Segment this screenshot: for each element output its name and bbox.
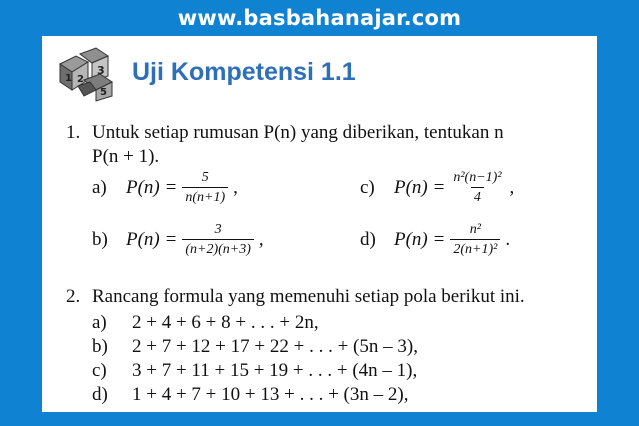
svg-text:3: 3 bbox=[97, 64, 105, 77]
fraction bbox=[182, 170, 228, 206]
fraction-numerator: 5 bbox=[201, 170, 209, 185]
fraction-denominator: (n+2)(n+3) bbox=[182, 239, 254, 258]
option-punctuation: , bbox=[233, 177, 238, 199]
svg-text:2: 2 bbox=[77, 74, 84, 85]
question-2-item-d bbox=[92, 384, 408, 406]
question-1-option-a bbox=[92, 170, 238, 206]
question-2-item-b bbox=[92, 336, 418, 358]
fraction-denominator: 2(n+1)² bbox=[450, 239, 500, 258]
option-label: a) bbox=[92, 177, 107, 199]
question-2-intro: Rancang formula yang memenuhi setiap pola berikut ini. bbox=[92, 286, 525, 307]
fraction-numerator: n²(n−1)² bbox=[453, 170, 502, 185]
question-2-number: 2. bbox=[66, 286, 81, 307]
option-lhs: P(n) = bbox=[126, 229, 178, 251]
question-1-text-line2: P(n + 1). bbox=[92, 146, 160, 167]
option-lhs: P(n) = bbox=[394, 177, 446, 199]
question-1-option-d bbox=[360, 222, 510, 258]
option-lhs: P(n) = bbox=[394, 229, 446, 251]
section-title: Uji Kompetensi 1.1 bbox=[132, 58, 356, 86]
question-1-text-line1: Untuk setiap rumusan P(n) yang diberikan, tentukan n bbox=[92, 122, 504, 143]
question-2-item-c bbox=[92, 360, 417, 382]
worksheet-page bbox=[42, 36, 597, 412]
fraction-denominator: 4 bbox=[471, 187, 484, 206]
fraction bbox=[450, 222, 500, 258]
item-text: 1 + 4 + 7 + 10 + 13 + . . . + (3n – 2), bbox=[132, 384, 409, 405]
item-label: c) bbox=[92, 360, 107, 381]
item-text: 2 + 4 + 6 + 8 + . . . + 2n, bbox=[132, 312, 319, 333]
option-punctuation: , bbox=[509, 177, 515, 199]
item-text: 2 + 7 + 12 + 17 + 22 + . . . + (5n – 3), bbox=[132, 336, 418, 357]
svg-text:1: 1 bbox=[65, 73, 72, 84]
option-punctuation: . bbox=[505, 229, 511, 251]
question-1-number: 1. bbox=[66, 122, 81, 143]
question-1-option-c bbox=[360, 170, 514, 206]
question-1-option-b bbox=[92, 222, 264, 258]
fraction bbox=[450, 170, 504, 206]
fraction-numerator: n² bbox=[469, 222, 481, 237]
option-punctuation: , bbox=[258, 229, 264, 251]
fraction-denominator: n(n+1) bbox=[182, 187, 228, 206]
fraction bbox=[182, 222, 254, 258]
item-label: b) bbox=[92, 336, 108, 357]
option-lhs: P(n) = bbox=[126, 177, 178, 199]
item-label: a) bbox=[92, 312, 107, 333]
item-text: 3 + 7 + 11 + 15 + 19 + . . . + (4n – 1), bbox=[132, 360, 418, 381]
svg-text:5: 5 bbox=[100, 87, 107, 98]
option-label: d) bbox=[360, 229, 376, 251]
site-url[interactable]: www.basbahanajar.com bbox=[177, 6, 462, 30]
dice-numbers-icon bbox=[54, 46, 118, 102]
option-label: b) bbox=[92, 229, 108, 251]
item-label: d) bbox=[92, 384, 108, 405]
option-label: c) bbox=[360, 177, 375, 199]
fraction-numerator: 3 bbox=[214, 222, 222, 237]
question-2-item-a bbox=[92, 312, 319, 334]
